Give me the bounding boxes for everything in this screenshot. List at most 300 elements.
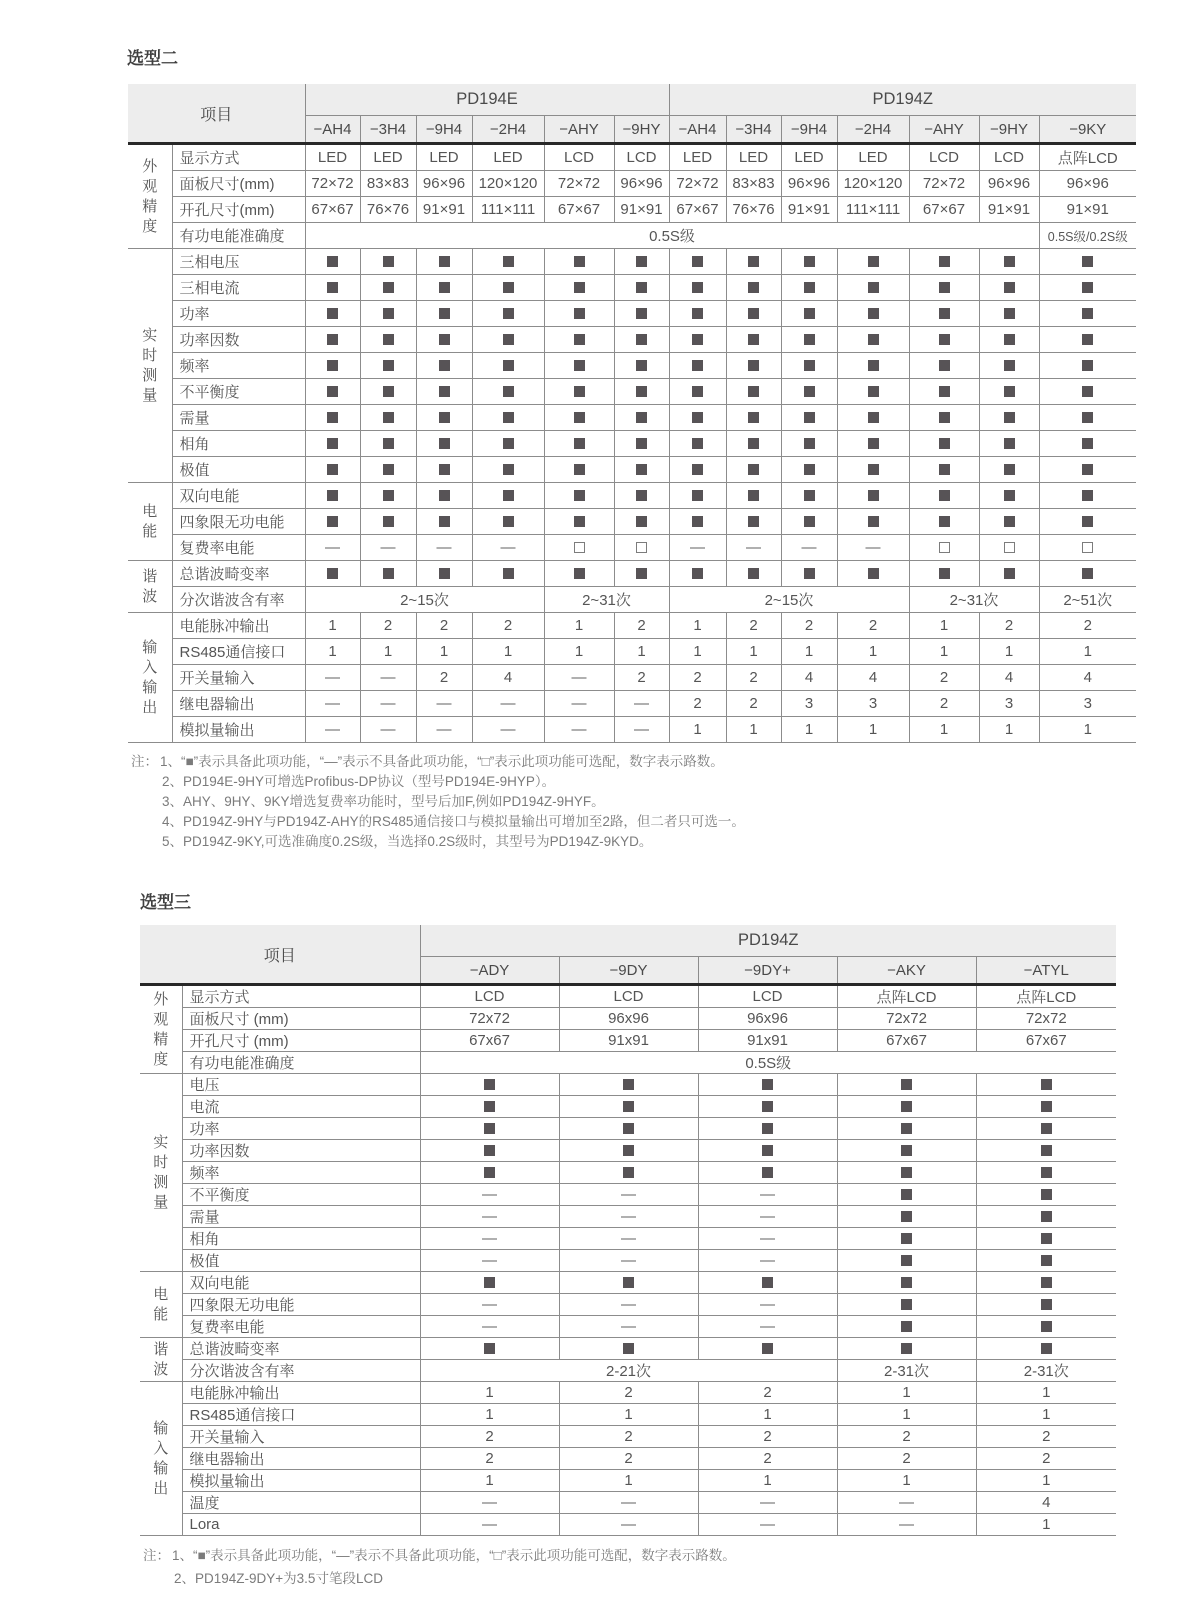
row-label: 不平衡度 xyxy=(182,1184,420,1206)
cell: — xyxy=(416,691,472,717)
feature-supported-icon xyxy=(439,282,450,293)
feature-supported-icon xyxy=(574,438,585,449)
model-header: −9H4 xyxy=(416,116,472,144)
feature-supported-icon xyxy=(748,490,759,501)
cell: LCD xyxy=(614,144,669,171)
cell: 0.5S级 xyxy=(420,1052,1116,1074)
table-row xyxy=(140,1140,1116,1162)
category-cell xyxy=(128,483,172,561)
feature-supported-icon xyxy=(939,360,950,371)
cell xyxy=(472,405,544,431)
cell xyxy=(909,561,979,587)
cell: 72×72 xyxy=(544,171,614,197)
model-header: −9KY xyxy=(1039,116,1136,144)
cell xyxy=(976,1228,1116,1250)
cell xyxy=(472,561,544,587)
feature-supported-icon xyxy=(623,1277,634,1288)
feature-supported-icon xyxy=(327,256,338,267)
feature-supported-icon xyxy=(692,516,703,527)
cell xyxy=(909,457,979,483)
feature-supported-icon xyxy=(1004,386,1015,397)
feature-supported-icon xyxy=(868,568,879,579)
category-label: 外观精度 xyxy=(153,990,169,1068)
feature-supported-icon xyxy=(439,568,450,579)
cell xyxy=(726,509,781,535)
cell: 67×67 xyxy=(305,197,360,223)
feature-supported-icon xyxy=(503,334,514,345)
cell: 2 xyxy=(669,691,726,717)
row-label: 继电器输出 xyxy=(172,691,305,717)
feature-supported-icon xyxy=(636,334,647,345)
cell: 4 xyxy=(472,665,544,691)
row-label: 四象限无功电能 xyxy=(172,509,305,535)
cell xyxy=(1039,353,1136,379)
table-row xyxy=(140,1470,1116,1492)
cell: 111×111 xyxy=(472,197,544,223)
table-row xyxy=(128,613,1136,639)
table-row xyxy=(128,353,1136,379)
cell: — xyxy=(559,1206,698,1228)
cell xyxy=(976,1162,1116,1184)
table-row xyxy=(128,301,1136,327)
cell xyxy=(669,249,726,275)
cell: 72x72 xyxy=(976,1008,1116,1030)
cell xyxy=(420,1118,559,1140)
cell: 2 xyxy=(1039,613,1136,639)
table-row xyxy=(140,1074,1116,1096)
note-line: 注： 1、“■”表示具备此项功能，“—”表示不具备此项功能，“□”表示此项功能可选配，数字表示路数。 xyxy=(143,1548,736,1563)
cell: — xyxy=(416,717,472,743)
table-row xyxy=(140,1118,1116,1140)
feature-supported-icon xyxy=(692,568,703,579)
feature-supported-icon xyxy=(901,1211,912,1222)
cell: 2~51次 xyxy=(1039,587,1136,613)
feature-supported-icon xyxy=(327,308,338,319)
cell: — xyxy=(698,1206,837,1228)
cell xyxy=(472,327,544,353)
cell: 83×83 xyxy=(726,171,781,197)
feature-supported-icon xyxy=(939,568,950,579)
feature-supported-icon xyxy=(1082,516,1093,527)
cell: 2 xyxy=(416,613,472,639)
section-title-selection3: 选型三 xyxy=(140,893,191,912)
cell: LED xyxy=(669,144,726,171)
feature-supported-icon xyxy=(623,1101,634,1112)
cell: 1 xyxy=(979,717,1039,743)
note-line: 2、PD194E-9HY可增选Profibus-DP协议（型号PD194E-9HYP）。 xyxy=(162,774,556,789)
notes-prefix: 注： xyxy=(143,1548,170,1563)
feature-supported-icon xyxy=(439,334,450,345)
feature-supported-icon xyxy=(439,438,450,449)
feature-supported-icon xyxy=(327,438,338,449)
feature-supported-icon xyxy=(804,386,815,397)
cell: 2-31次 xyxy=(976,1360,1116,1382)
cell: — xyxy=(837,535,909,561)
row-label: 继电器输出 xyxy=(182,1448,420,1470)
cell: 1 xyxy=(305,639,360,665)
table-row xyxy=(140,1448,1116,1470)
feature-supported-icon xyxy=(1004,412,1015,423)
cell xyxy=(781,353,837,379)
cell: 67×67 xyxy=(909,197,979,223)
cell xyxy=(979,379,1039,405)
feature-supported-icon xyxy=(574,386,585,397)
table-row xyxy=(128,483,1136,509)
cell: LCD xyxy=(909,144,979,171)
category-cell xyxy=(128,249,172,483)
cell xyxy=(909,301,979,327)
document-page xyxy=(0,44,1200,1590)
cell: LED xyxy=(781,144,837,171)
row-label: 频率 xyxy=(182,1162,420,1184)
feature-supported-icon xyxy=(327,360,338,371)
cell xyxy=(979,405,1039,431)
feature-supported-icon xyxy=(1082,256,1093,267)
cell: 0.5S级/0.2S级 xyxy=(1039,223,1136,249)
row-label: 复费率电能 xyxy=(182,1316,420,1338)
cell xyxy=(837,1074,976,1096)
cell xyxy=(698,1096,837,1118)
feature-supported-icon xyxy=(1004,516,1015,527)
cell: 1 xyxy=(837,1470,976,1492)
cell: 2 xyxy=(781,613,837,639)
feature-optional-icon xyxy=(939,542,950,553)
feature-supported-icon xyxy=(762,1145,773,1156)
feature-supported-icon xyxy=(868,490,879,501)
table-row xyxy=(140,985,1116,1008)
row-label: 三相电流 xyxy=(172,275,305,301)
cell xyxy=(416,561,472,587)
cell: 1 xyxy=(976,1514,1116,1536)
cell xyxy=(979,483,1039,509)
cell: 点阵LCD xyxy=(837,985,976,1008)
cell xyxy=(544,275,614,301)
cell: 1 xyxy=(837,1382,976,1404)
cell: 2 xyxy=(559,1448,698,1470)
cell: 91×91 xyxy=(614,197,669,223)
feature-supported-icon xyxy=(868,386,879,397)
cell: 83×83 xyxy=(360,171,416,197)
feature-supported-icon xyxy=(623,1079,634,1090)
cell xyxy=(837,379,909,405)
feature-supported-icon xyxy=(636,360,647,371)
feature-supported-icon xyxy=(804,360,815,371)
feature-supported-icon xyxy=(692,256,703,267)
table-row xyxy=(128,691,1136,717)
table-row xyxy=(128,197,1136,223)
cell xyxy=(1039,249,1136,275)
note-line: 2、PD194Z-9DY+为3.5寸笔段LCD xyxy=(174,1571,383,1586)
cell: 91×91 xyxy=(1039,197,1136,223)
cell: LED xyxy=(360,144,416,171)
cell xyxy=(614,301,669,327)
cell xyxy=(837,1162,976,1184)
cell: — xyxy=(559,1250,698,1272)
feature-supported-icon xyxy=(762,1277,773,1288)
cell xyxy=(726,561,781,587)
cell xyxy=(614,509,669,535)
cell xyxy=(976,1338,1116,1360)
feature-supported-icon xyxy=(939,438,950,449)
note-line: 3、AHY、9HY、9KY增选复费率功能时，型号后加F,例如PD194Z-9HYF。 xyxy=(162,794,605,809)
feature-supported-icon xyxy=(804,308,815,319)
cell: 1 xyxy=(669,717,726,743)
selection2-table xyxy=(128,84,1136,743)
feature-supported-icon xyxy=(503,464,514,475)
cell: 4 xyxy=(976,1492,1116,1514)
cell xyxy=(360,561,416,587)
cell: 2~15次 xyxy=(669,587,909,613)
cell xyxy=(976,1250,1116,1272)
cell: 72x72 xyxy=(837,1008,976,1030)
cell: LCD xyxy=(698,985,837,1008)
feature-supported-icon xyxy=(1041,1321,1052,1332)
feature-supported-icon xyxy=(574,490,585,501)
cell: — xyxy=(698,1184,837,1206)
table-row xyxy=(140,1096,1116,1118)
feature-supported-icon xyxy=(636,438,647,449)
feature-supported-icon xyxy=(901,1101,912,1112)
cell xyxy=(781,327,837,353)
feature-supported-icon xyxy=(804,334,815,345)
cell: 1 xyxy=(669,613,726,639)
model-header: −2H4 xyxy=(837,116,909,144)
model-header: −9HY xyxy=(614,116,669,144)
cell xyxy=(781,405,837,431)
feature-supported-icon xyxy=(503,282,514,293)
cell: — xyxy=(472,691,544,717)
row-label: 需量 xyxy=(182,1206,420,1228)
cell: 67x67 xyxy=(837,1030,976,1052)
feature-supported-icon xyxy=(939,256,950,267)
cell: — xyxy=(305,691,360,717)
feature-supported-icon xyxy=(804,438,815,449)
cell xyxy=(781,457,837,483)
cell xyxy=(837,249,909,275)
cell: LCD xyxy=(544,144,614,171)
cell: 1 xyxy=(909,717,979,743)
cell xyxy=(726,379,781,405)
cell: 91×91 xyxy=(979,197,1039,223)
feature-supported-icon xyxy=(1004,464,1015,475)
cell xyxy=(472,379,544,405)
cell: 2~31次 xyxy=(909,587,1039,613)
cell xyxy=(472,301,544,327)
product-group-header: PD194Z xyxy=(669,84,1136,116)
cell xyxy=(420,1272,559,1294)
cell: — xyxy=(559,1228,698,1250)
feature-supported-icon xyxy=(1082,334,1093,345)
cell: — xyxy=(420,1228,559,1250)
cell: 4 xyxy=(781,665,837,691)
cell: 1 xyxy=(979,639,1039,665)
table-row xyxy=(128,171,1136,197)
table-row xyxy=(140,1492,1116,1514)
cell xyxy=(837,1184,976,1206)
feature-supported-icon xyxy=(868,282,879,293)
row-label: 分次谐波含有率 xyxy=(172,587,305,613)
feature-optional-icon xyxy=(574,542,585,553)
feature-supported-icon xyxy=(1082,282,1093,293)
cell xyxy=(420,1074,559,1096)
cell: — xyxy=(669,535,726,561)
cell: 96×96 xyxy=(1039,171,1136,197)
cell xyxy=(472,431,544,457)
cell: 2 xyxy=(698,1382,837,1404)
model-header: −ADY xyxy=(420,957,559,985)
cell: — xyxy=(360,717,416,743)
cell xyxy=(698,1074,837,1096)
cell xyxy=(1039,535,1136,561)
cell xyxy=(781,483,837,509)
product-group-header: PD194Z xyxy=(420,925,1116,957)
category-cell xyxy=(140,1074,182,1272)
feature-supported-icon xyxy=(636,412,647,423)
cell xyxy=(472,353,544,379)
cell: — xyxy=(698,1294,837,1316)
feature-supported-icon xyxy=(383,490,394,501)
feature-supported-icon xyxy=(1041,1211,1052,1222)
cell: 2~15次 xyxy=(305,587,544,613)
cell xyxy=(669,353,726,379)
feature-supported-icon xyxy=(636,386,647,397)
cell xyxy=(979,535,1039,561)
category-cell xyxy=(128,613,172,743)
feature-supported-icon xyxy=(748,282,759,293)
cell xyxy=(559,1162,698,1184)
cell: — xyxy=(544,691,614,717)
cell xyxy=(416,405,472,431)
feature-supported-icon xyxy=(762,1167,773,1178)
cell: 2 xyxy=(726,613,781,639)
table-header xyxy=(140,925,1116,985)
feature-supported-icon xyxy=(503,386,514,397)
cell: 2 xyxy=(416,665,472,691)
table-row xyxy=(140,1052,1116,1074)
cell xyxy=(1039,301,1136,327)
cell xyxy=(559,1140,698,1162)
cell xyxy=(360,353,416,379)
model-header: −9DY xyxy=(559,957,698,985)
cell: 2 xyxy=(726,691,781,717)
cell xyxy=(305,301,360,327)
cell xyxy=(416,327,472,353)
cell: — xyxy=(420,1184,559,1206)
cell xyxy=(305,249,360,275)
cell: — xyxy=(305,665,360,691)
model-header: −AHY xyxy=(544,116,614,144)
model-header: −9H4 xyxy=(781,116,837,144)
cell: 1 xyxy=(420,1470,559,1492)
cell: 2 xyxy=(420,1426,559,1448)
cell: 2 xyxy=(976,1426,1116,1448)
feature-supported-icon xyxy=(503,412,514,423)
cell xyxy=(837,1294,976,1316)
cell xyxy=(1039,275,1136,301)
cell xyxy=(416,457,472,483)
cell xyxy=(726,353,781,379)
feature-optional-icon xyxy=(636,542,647,553)
cell xyxy=(305,275,360,301)
cell: 0.5S级 xyxy=(305,223,1039,249)
notes-prefix: 注： xyxy=(131,754,158,769)
cell xyxy=(909,353,979,379)
feature-supported-icon xyxy=(804,490,815,501)
row-label: 极值 xyxy=(172,457,305,483)
row-label: 开孔尺寸 (mm) xyxy=(182,1030,420,1052)
cell xyxy=(360,275,416,301)
cell xyxy=(979,249,1039,275)
row-label: 功率 xyxy=(172,301,305,327)
feature-supported-icon xyxy=(762,1101,773,1112)
cell xyxy=(781,431,837,457)
cell: — xyxy=(305,717,360,743)
cell: — xyxy=(420,1514,559,1536)
cell xyxy=(979,431,1039,457)
cell: 4 xyxy=(837,665,909,691)
feature-supported-icon xyxy=(327,464,338,475)
cell xyxy=(909,405,979,431)
feature-supported-icon xyxy=(383,282,394,293)
cell: 76×76 xyxy=(726,197,781,223)
cell: — xyxy=(544,665,614,691)
cell: — xyxy=(559,1316,698,1338)
cell: 2 xyxy=(669,665,726,691)
cell xyxy=(614,535,669,561)
category-label: 谐波 xyxy=(153,1340,169,1378)
feature-supported-icon xyxy=(762,1079,773,1090)
row-label: 双向电能 xyxy=(172,483,305,509)
cell: 72×72 xyxy=(909,171,979,197)
row-label: 总谐波畸变率 xyxy=(172,561,305,587)
cell: 120×120 xyxy=(472,171,544,197)
feature-supported-icon xyxy=(901,1277,912,1288)
cell xyxy=(559,1118,698,1140)
feature-supported-icon xyxy=(1041,1189,1052,1200)
feature-supported-icon xyxy=(1041,1145,1052,1156)
feature-supported-icon xyxy=(868,412,879,423)
feature-supported-icon xyxy=(692,282,703,293)
cell: LED xyxy=(837,144,909,171)
feature-supported-icon xyxy=(762,1123,773,1134)
table-row xyxy=(128,509,1136,535)
category-label: 电能 xyxy=(153,1285,169,1323)
feature-supported-icon xyxy=(939,386,950,397)
feature-supported-icon xyxy=(383,438,394,449)
category-label: 实时测量 xyxy=(153,1133,169,1211)
cell xyxy=(614,405,669,431)
cell: 1 xyxy=(976,1382,1116,1404)
cell: — xyxy=(837,1514,976,1536)
feature-supported-icon xyxy=(748,438,759,449)
feature-supported-icon xyxy=(1082,464,1093,475)
feature-supported-icon xyxy=(901,1343,912,1354)
feature-supported-icon xyxy=(383,464,394,475)
cell xyxy=(559,1272,698,1294)
table-row xyxy=(140,1250,1116,1272)
feature-supported-icon xyxy=(327,490,338,501)
cell: 2 xyxy=(472,613,544,639)
cell: 2 xyxy=(420,1448,559,1470)
table-row xyxy=(128,665,1136,691)
cell xyxy=(360,431,416,457)
feature-supported-icon xyxy=(1004,308,1015,319)
table-row xyxy=(128,249,1136,275)
cell xyxy=(559,1096,698,1118)
cell xyxy=(837,1118,976,1140)
feature-supported-icon xyxy=(1004,360,1015,371)
feature-supported-icon xyxy=(692,386,703,397)
